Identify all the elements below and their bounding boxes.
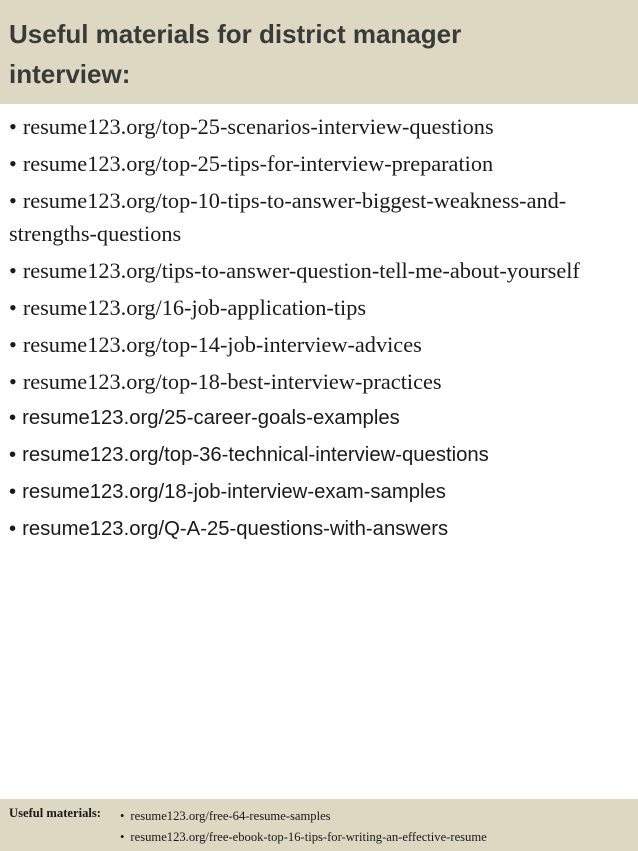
list-item[interactable] [9,365,621,398]
materials-list [9,110,621,550]
list-item-link[interactable]: resume123.org/top-14-job-interview-advices [22,332,422,357]
footer-links [120,806,487,848]
list-item-link[interactable]: resume123.org/top-25-tips-for-interview-preparation [22,151,494,176]
list-item[interactable] [9,439,621,472]
bullet-icon: • [9,114,17,139]
bullet-icon: • [9,444,17,466]
bullet-icon: • [9,295,17,320]
list-item-link[interactable]: resume123.org/Q-A-25-questions-with-answers [22,518,449,540]
list-item-link[interactable]: resume123.org/top-25-scenarios-interview-questions [22,114,494,139]
bullet-icon: • [9,407,17,429]
bullet-icon: • [9,151,17,176]
list-item[interactable] [9,291,621,324]
header-band [0,0,638,104]
bullet-icon: • [9,188,17,213]
footer-band [0,799,638,851]
list-item[interactable] [9,476,621,509]
bullet-icon: • [9,481,17,503]
list-item[interactable] [9,402,621,435]
footer-link[interactable] [120,827,487,848]
list-item-link[interactable]: resume123.org/16-job-application-tips [22,295,367,320]
list-item-link[interactable]: resume123.org/tips-to-answer-question-tell-me-about-yourself [22,258,580,283]
bullet-icon: • [120,830,125,844]
list-item[interactable] [9,328,621,361]
footer-label-text: Useful materials [9,806,97,820]
footer-link[interactable] [120,806,487,827]
list-item[interactable] [9,184,621,250]
list-item-link[interactable]: resume123.org/top-36-technical-interview-questions [22,444,489,466]
page-title: Useful materials for district manager interview: [9,19,462,89]
list-item-link[interactable]: resume123.org/25-career-goals-examples [22,407,400,429]
list-item-link[interactable]: resume123.org/18-job-interview-exam-samples [22,481,446,503]
list-item[interactable] [9,513,621,546]
list-item[interactable] [9,254,621,287]
footer-label [9,806,101,821]
bullet-icon: • [9,518,17,540]
list-item[interactable] [9,110,621,143]
footer-label-separator: : [96,806,101,820]
bullet-icon: • [120,809,125,823]
list-item-link[interactable]: resume123.org/top-10-tips-to-answer-biggest-weakness-and-strengths-questions [9,188,567,246]
footer-link-text[interactable]: resume123.org/free-64-resume-samples [130,809,331,823]
list-item-link[interactable]: resume123.org/top-18-best-interview-practices [22,369,442,394]
list-item[interactable] [9,147,621,180]
footer-link-text[interactable]: resume123.org/free-ebook-top-16-tips-for-writing-an-effective-resume [130,830,487,844]
bullet-icon: • [9,258,17,283]
bullet-icon: • [9,369,17,394]
bullet-icon: • [9,332,17,357]
